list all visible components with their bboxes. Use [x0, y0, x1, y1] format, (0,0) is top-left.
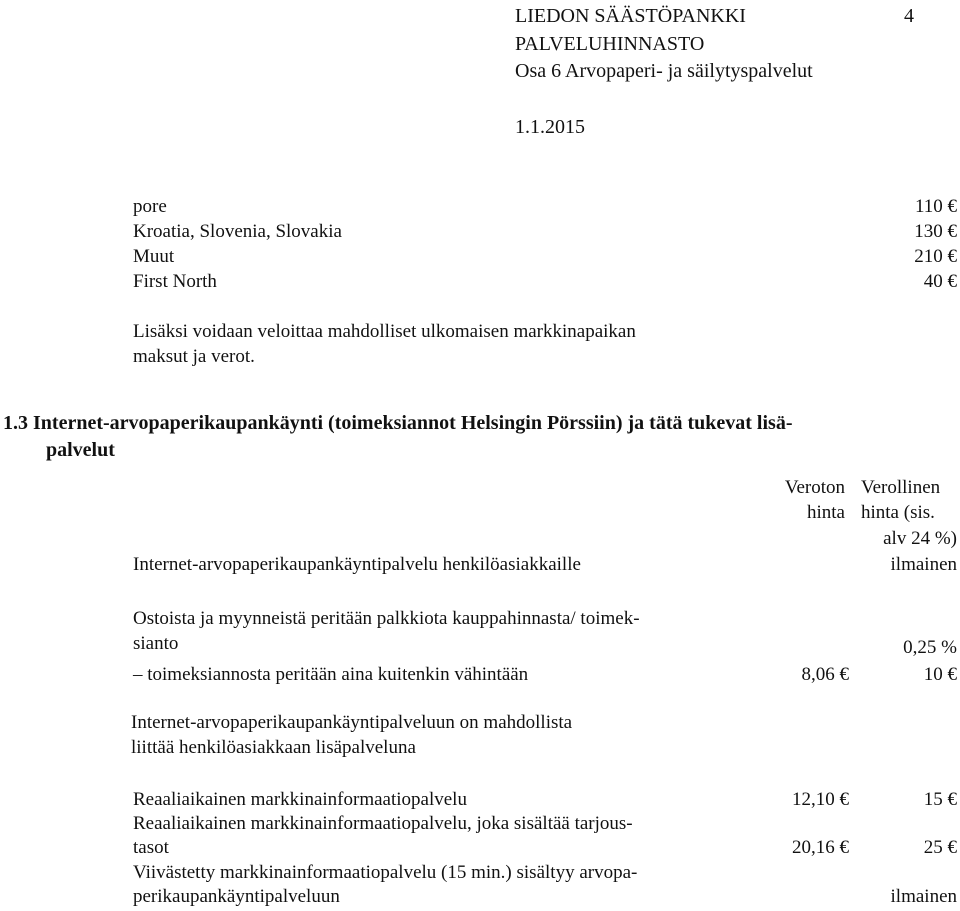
- market-name: Kroatia, Slovenia, Slovakia: [133, 221, 342, 242]
- addon-note: liittää henkilöasiakkaan lisäpalveluna: [131, 737, 416, 758]
- market-name: Muut: [133, 246, 175, 267]
- section-subtitle: Osa 6 Arvopaperi- ja säilytyspalvelut: [515, 60, 813, 82]
- service-name: Internet-arvopaperikaupankäyntipalvelu henkilöasiakkaille: [133, 554, 581, 575]
- addon-name: tasot: [133, 837, 169, 858]
- document-title: PALVELUHINNASTO: [515, 33, 705, 55]
- addon-price-net: 20,16 €: [792, 837, 849, 858]
- column-header-gross: Verollinen: [861, 477, 941, 498]
- market-price: 110 €: [914, 196, 957, 217]
- minimum-label: – toimeksiannosta peritään aina kuitenkin vähintään: [133, 664, 529, 685]
- addon-price-gross: 15 €: [923, 789, 957, 810]
- fees-note: maksut ja verot.: [133, 346, 255, 367]
- market-price: 130 €: [914, 221, 957, 242]
- section-heading: palvelut: [46, 439, 115, 461]
- addon-name: perikaupankäyntipalveluun: [133, 886, 340, 907]
- column-header-gross: alv 24 %): [883, 528, 957, 549]
- market-price: 210 €: [914, 246, 957, 267]
- minimum-price-net: 8,06 €: [801, 664, 849, 685]
- commission-label: sianto: [133, 633, 179, 654]
- addon-name: Reaaliaikainen markkinainformaatiopalvelu: [133, 789, 467, 810]
- addon-name: Viivästetty markkinainformaatiopalvelu (15 min.) sisältyy arvopa-: [133, 862, 638, 883]
- section-heading: 1.3 Internet-arvopaperikaupankäynti (toimeksiannot Helsingin Pörssiin) ja tätä tukevat lisä-: [3, 412, 793, 434]
- column-header-net: Veroton: [784, 477, 845, 498]
- addon-note: Internet-arvopaperikaupankäyntipalveluun on mahdollista: [131, 712, 573, 733]
- bank-name: LIEDON SÄÄSTÖPANKKI: [515, 5, 746, 27]
- market-price: 40 €: [923, 271, 957, 292]
- addon-price-gross: ilmainen: [890, 886, 957, 907]
- minimum-price-gross: 10 €: [923, 664, 957, 685]
- fees-note: Lisäksi voidaan veloittaa mahdolliset ulkomaisen markkinapaikan: [133, 321, 636, 342]
- addon-price-net: 12,10 €: [792, 789, 849, 810]
- column-header-gross: hinta (sis.: [861, 502, 935, 523]
- commission-label: Ostoista ja myynneistä peritään palkkiota kauppahinnasta/ toimek-: [133, 608, 640, 629]
- commission-rate: 0,25 %: [903, 637, 957, 658]
- market-name: pore: [133, 196, 167, 217]
- service-price-gross: ilmainen: [890, 554, 957, 575]
- addon-price-gross: 25 €: [923, 837, 957, 858]
- page-number: 4: [904, 5, 914, 27]
- addon-name: Reaaliaikainen markkinainformaatiopalvelu, joka sisältää tarjous-: [133, 813, 633, 834]
- column-header-net: hinta: [807, 502, 845, 523]
- document-date: 1.1.2015: [515, 116, 585, 138]
- market-name: First North: [133, 271, 217, 292]
